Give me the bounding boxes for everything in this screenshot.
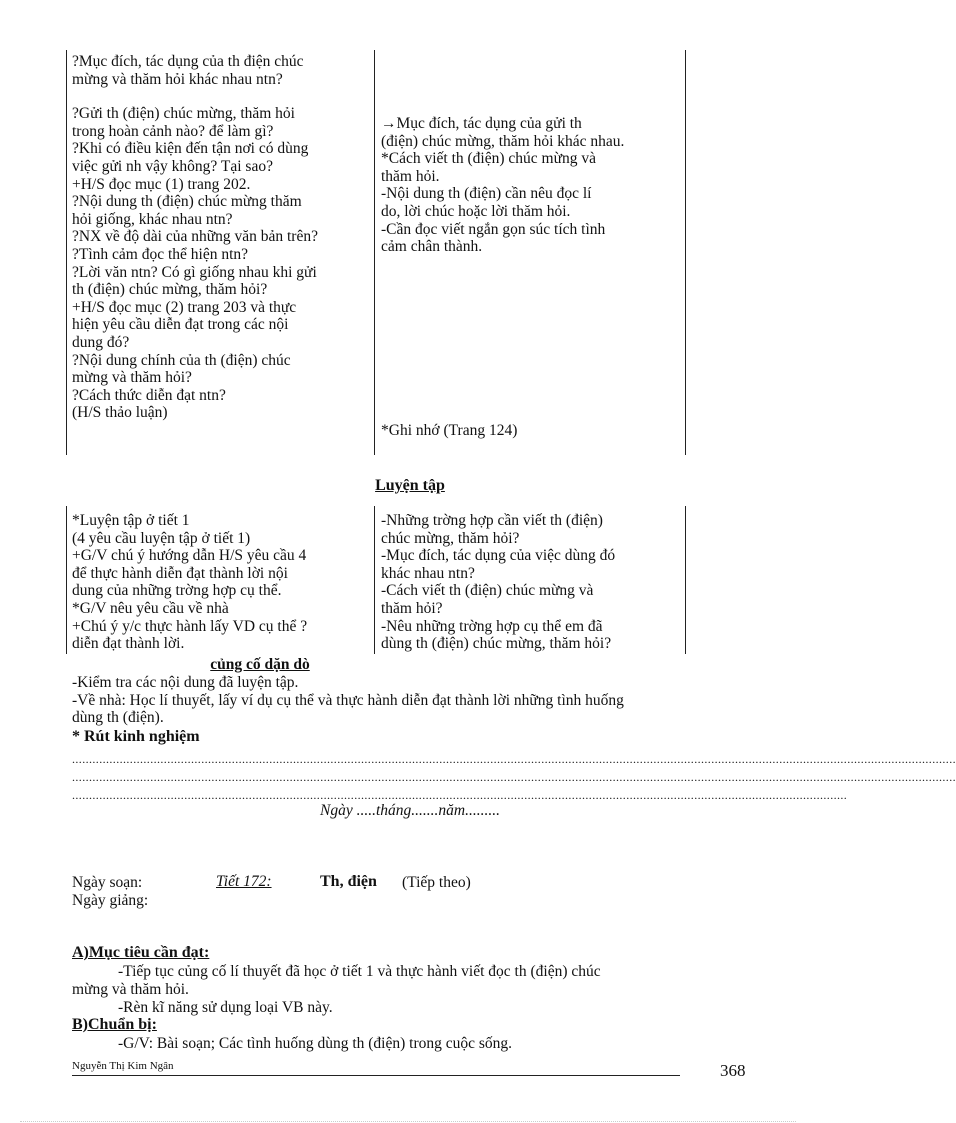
table1-left-line: hỏi giống, khác nhau ntn? (72, 210, 233, 228)
table2-right-line: dùng th (điện) chúc mừng, thăm hỏi? (381, 635, 612, 653)
table2-right-line: khác nhau ntn? (381, 564, 475, 582)
table1-left-line: ?Lời văn ntn? Có gì giống nhau khi gửi (72, 263, 317, 281)
table1-right-rule (685, 50, 686, 455)
ngay-giang-label: Ngày giảng: (72, 892, 149, 909)
section-a-line: -Tiếp tục củng cố lí thuyết đã học ở tiết 1 và thực hành viết đọc th (điện) chúc (118, 963, 601, 980)
table1-left-line: việc gửi nh vậy không? Tại sao? (72, 157, 273, 175)
table1-left-line: mừng và thăm hỏi khác nhau ntn? (72, 70, 283, 88)
consolidation-line: -Kiểm tra các nội dung đã luyện tập. (72, 674, 299, 691)
lesson-title: Th, điện (320, 873, 377, 890)
section-a-heading: A)Mục tiêu cần đạt: (72, 944, 210, 961)
table1-right-line: →Mục đích, tác dụng của gửi th (381, 115, 582, 132)
table1-left-line: (H/S thảo luận) (72, 404, 168, 422)
table1-left-line: ?Cách thức diễn đạt ntn? (72, 386, 226, 404)
table2-right-line: -Những trờng hợp cần viết th (điện) (381, 512, 603, 529)
table1-right-line: do, lời chúc hoặc lời thăm hỏi. (381, 202, 571, 220)
table1-left-line: ?Gửi th (điện) chúc mừng, thăm hỏi (72, 105, 295, 123)
table1-left-line: dung đó? (72, 333, 130, 351)
table1-middle-rule (374, 50, 375, 455)
table1-left-line: ?Mục đích, tác dụng của th điện chúc (72, 53, 304, 70)
table1-right-line: -Nội dung th (điện) cần nêu đọc lí (381, 185, 592, 203)
table1-left-line: +H/S đọc mục (2) trang 203 và thực (72, 298, 297, 316)
table1-right-line: thăm hỏi. (381, 167, 440, 185)
table1-left-line: +H/S đọc mục (1) trang 202. (72, 175, 251, 193)
section-b-line: -G/V: Bài soạn; Các tình huống dùng th (điện) trong cuộc sống. (118, 1035, 513, 1052)
table1-left-line: mừng và thăm hỏi? (72, 369, 192, 387)
table2-right-column (381, 512, 615, 652)
lesson-subtitle: (Tiếp theo) (402, 874, 471, 891)
experience-dotted-line: .................................................................................................................................................................................................................................................................... (72, 770, 956, 784)
consolidation-line: -Về nhà: Học lí thuyết, lấy ví dụ cụ thể và thực hành diễn đạt thành lời những tình huống (72, 691, 624, 709)
table1-left-line: th (điện) chúc mừng, thăm hỏi? (72, 281, 268, 299)
table2-right-rule (685, 506, 686, 654)
table2-left-line: +Chú ý y/c thực hành lấy VD cụ thể ? (72, 617, 308, 635)
lesson-number: Tiết 172: (216, 873, 272, 890)
practice-heading: Luyện tập (375, 477, 445, 494)
table1-left-line: ?Khi có điều kiện đến tận nơi có dùng (72, 140, 309, 158)
table1-left-line: ?Nội dung chính của th (điện) chúc (72, 351, 291, 369)
table1-left-line: ?NX về độ dài của những văn bản trên? (72, 228, 318, 246)
consolidation-line: dùng th (điện). (72, 709, 164, 727)
experience-dotted-line: .................................................................................................................................................................................................................................... (72, 788, 848, 802)
table1-left-line: ?Tình cảm đọc thể hiện ntn? (72, 245, 249, 263)
ngay-soan-label: Ngày soạn: (72, 874, 143, 891)
table1-left-line: trong hoàn cảnh nào? để làm gì? (72, 122, 274, 140)
table2-right-line: chúc mừng, thăm hỏi? (381, 529, 520, 547)
table1-left-gap (72, 88, 318, 105)
footer-rule (72, 1075, 680, 1076)
table1-left-rule (66, 50, 67, 455)
table2-left-line: +G/V chú ý hướng dẫn H/S yêu cầu 4 (72, 547, 307, 565)
experience-heading: * Rút kinh nghiệm (72, 728, 200, 745)
table2-left-line: để thực hành diễn đạt thành lời nội (72, 564, 288, 582)
page-number: 368 (720, 1061, 746, 1080)
table2-left-line: dung của những trờng hợp cụ thể. (72, 582, 282, 600)
consolidation-heading: củng cố dặn dò (210, 656, 310, 673)
experience-dotted-line: .................................................................................................................................................................................................................................................................... (72, 752, 956, 766)
table1-right-column (381, 115, 624, 256)
table2-right-line: -Nêu những trờng hợp cụ thể em đã (381, 617, 603, 635)
ghi-nho-note: *Ghi nhớ (Trang 124) (381, 422, 518, 439)
table2-left-line: *G/V nêu yêu cầu về nhà (72, 599, 229, 617)
section-a-line: -Rèn kĩ năng sử dụng loại VB này. (118, 999, 333, 1016)
table2-middle-rule (374, 506, 375, 654)
table2-left-rule (66, 506, 67, 654)
table2-left-column (72, 512, 307, 652)
table1-left-line: ?Nội dung th (điện) chúc mừng thăm (72, 193, 302, 211)
table2-right-line: thăm hỏi? (381, 599, 443, 617)
table2-right-line: -Cách viết th (điện) chúc mừng và (381, 582, 594, 600)
date-line: Ngày .....tháng.......năm......... (320, 802, 500, 819)
consolidation-body (72, 674, 624, 727)
table1-right-line: cảm chân thành. (381, 238, 483, 256)
table2-left-line: (4 yêu cầu luyện tập ở tiết 1) (72, 529, 251, 547)
table1-left-line: hiện yêu cầu diễn đạt trong các nội (72, 316, 289, 334)
page-bottom-dotted-border (20, 1121, 796, 1122)
table1-right-line: *Cách viết th (điện) chúc mừng và (381, 150, 597, 168)
section-a-line: mừng và thăm hỏi. (72, 981, 189, 998)
table2-left-line: *Luyện tập ở tiết 1 (72, 512, 190, 529)
footer-author: Nguyễn Thị Kim Ngân (72, 1060, 174, 1072)
table2-left-line: diễn đạt thành lời. (72, 635, 185, 653)
table2-right-line: -Mục đích, tác dụng của việc dùng đó (381, 547, 616, 565)
table1-right-line: (điện) chúc mừng, thăm hỏi khác nhau. (381, 132, 625, 150)
table1-left-column (72, 53, 318, 422)
table1-right-line: -Cần đọc viết ngắn gọn súc tích tình (381, 220, 606, 238)
section-b-heading: B)Chuẩn bị: (72, 1016, 157, 1033)
